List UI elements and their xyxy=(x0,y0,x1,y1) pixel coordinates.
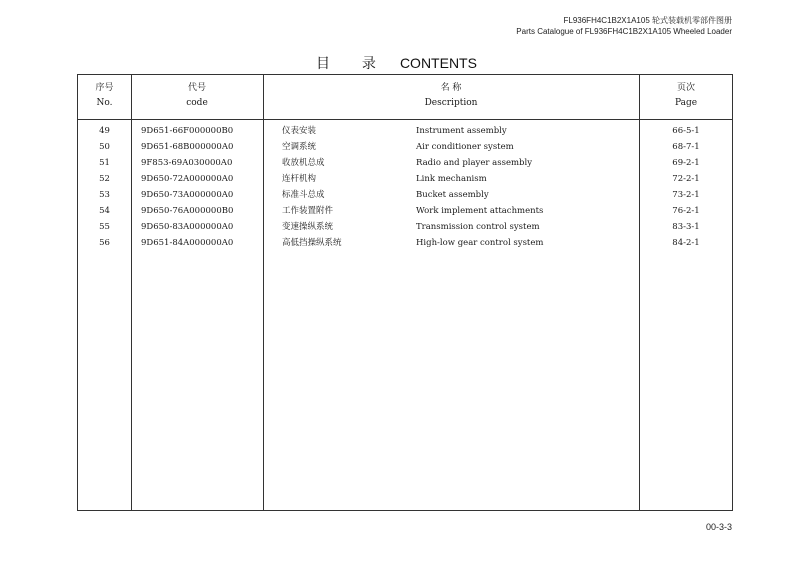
page-title-cn: 目 录 xyxy=(316,55,390,71)
row-code: 9D650-73A000000A0 xyxy=(141,190,234,200)
row-number: 55 xyxy=(99,222,110,232)
row-code: 9D651-66F000000B0 xyxy=(141,126,234,136)
table-row xyxy=(78,235,732,251)
header-divider xyxy=(78,119,732,120)
column-header-cn: 页次 xyxy=(676,83,695,93)
row-number: 50 xyxy=(99,142,110,152)
column-header-page xyxy=(639,81,733,111)
row-code: 9D650-72A000000A0 xyxy=(141,174,234,184)
column-header-description xyxy=(263,81,639,111)
row-name-en: Transmission control system xyxy=(416,222,540,232)
column-header-en: Description xyxy=(424,98,478,108)
row-number: 52 xyxy=(99,174,110,184)
row-name-cn: 标准斗总成 xyxy=(282,190,325,200)
row-name-cn: 工作装置附件 xyxy=(282,206,334,216)
row-number: 54 xyxy=(99,206,110,216)
column-header-en: Page xyxy=(674,98,698,108)
row-name-en: Air conditioner system xyxy=(416,142,514,152)
row-page: 69-2-1 xyxy=(672,158,700,168)
table-row xyxy=(78,123,732,139)
row-page: 72-2-1 xyxy=(672,174,700,184)
column-header-no xyxy=(78,81,131,111)
table-row xyxy=(78,171,732,187)
row-name-en: Link mechanism xyxy=(416,174,487,184)
row-page: 83-3-1 xyxy=(672,222,700,232)
row-name-cn: 收放机总成 xyxy=(282,158,325,168)
page-title-en: CONTENTS xyxy=(399,55,477,71)
row-number: 49 xyxy=(99,126,110,136)
row-page: 76-2-1 xyxy=(672,206,700,216)
page-number: 00-3-3 xyxy=(705,522,732,532)
table-row xyxy=(78,139,732,155)
row-page: 84-2-1 xyxy=(672,238,700,248)
row-code: 9D651-84A000000A0 xyxy=(141,238,234,248)
catalogue-title-en: Parts Catalogue of FL936FH4C1B2X1A105 Wheeled Loader xyxy=(516,27,732,36)
row-number: 51 xyxy=(99,158,110,168)
column-header-cn: 代号 xyxy=(187,83,206,93)
column-header-cn: 序号 xyxy=(95,83,114,93)
row-name-cn: 仪表安装 xyxy=(282,126,317,136)
row-name-en: Radio and player assembly xyxy=(416,158,532,168)
column-header-en: code xyxy=(186,98,208,108)
row-name-cn: 变速操纵系统 xyxy=(282,222,334,232)
row-name-en: Bucket assembly xyxy=(416,190,489,200)
column-header-cn: 名 称 xyxy=(440,83,462,93)
row-name-en: High-low gear control system xyxy=(416,238,544,248)
row-name-cn: 连杆机构 xyxy=(282,174,317,184)
row-name-en: Work implement attachments xyxy=(416,206,544,216)
row-code: 9D650-76A000000B0 xyxy=(141,206,234,216)
table-row xyxy=(78,155,732,171)
row-name-cn: 空调系统 xyxy=(282,142,317,152)
row-number: 56 xyxy=(99,238,110,248)
row-code: 9D650-83A000000A0 xyxy=(141,222,234,232)
table-row xyxy=(78,187,732,203)
row-page: 66-5-1 xyxy=(672,126,700,136)
row-page: 73-2-1 xyxy=(672,190,700,200)
row-name-en: Instrument assembly xyxy=(416,126,507,136)
row-name-cn: 高低挡操纵系统 xyxy=(282,238,342,248)
row-code: 9D651-68B000000A0 xyxy=(141,142,234,152)
column-header-code xyxy=(131,81,263,111)
catalogue-title-cn: FL936FH4C1B2X1A105 轮式装载机零部件图册 xyxy=(563,16,732,25)
row-number: 53 xyxy=(99,190,110,200)
page-title xyxy=(0,53,793,73)
column-header-en: No. xyxy=(96,98,113,108)
contents-table xyxy=(77,74,733,511)
row-code: 9F853-69A030000A0 xyxy=(141,158,233,168)
table-row xyxy=(78,219,732,235)
table-row xyxy=(78,203,732,219)
row-page: 68-7-1 xyxy=(672,142,700,152)
